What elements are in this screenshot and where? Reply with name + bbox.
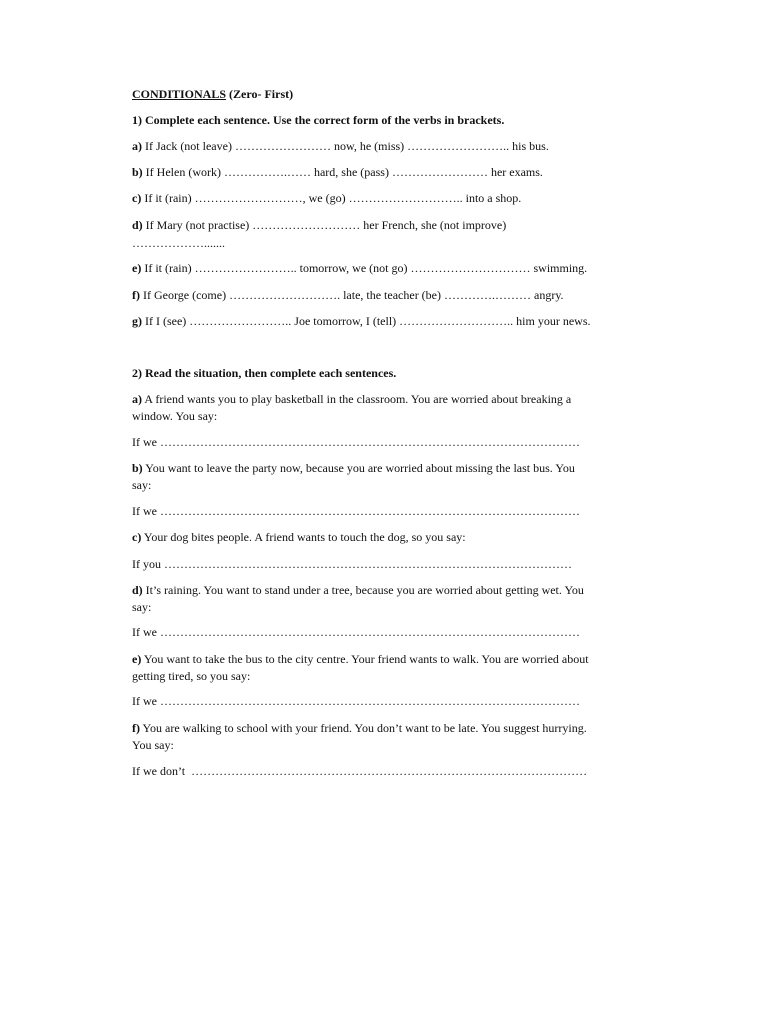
answer-line: If we …………………………………………………………………………………………… [132,694,580,708]
title-paren: (Zero- First) [226,87,294,101]
answer-line: If we …………………………………………………………………………………………… [132,504,580,518]
section2-heading: 2) Read the situation, then complete each sentences. [132,366,397,380]
answer-line: If you ………………………………………………………………………………………… [132,557,572,571]
answer-line: If we …………………………………………………………………………………………… [132,435,580,449]
answer-line: If we don’t ……………………………………………………………………………………… [132,764,588,778]
situation-item: a) A friend wants you to play basketball in the classroom. You are worried about breaking a [132,392,572,406]
exercise-item: d) If Mary (not practise) ……………………… her French, she (not improve) [132,218,507,232]
situation-item: d) It’s raining. You want to stand under a tree, because you are worried about getting wet. You [132,583,584,597]
exercise-item: f) If George (come) ………………………. late, the teacher (be) ………….……… angry. [132,288,564,302]
answer-line: If we …………………………………………………………………………………………… [132,625,580,639]
situation-item: c) Your dog bites people. A friend wants to touch the dog, so you say: [132,530,466,544]
situation-continuation: say: [132,478,152,492]
worksheet-title [132,87,293,101]
situation-item: e) You want to take the bus to the city centre. Your friend wants to walk. You are worried about [132,652,589,666]
situation-item: f) You are walking to school with your friend. You don’t want to be late. You suggest hurrying. [132,721,587,735]
situation-continuation: window. You say: [132,409,218,423]
exercise-item-continuation: ………………....... [132,236,225,250]
exercise-item: e) If it (rain) …………………….. tomorrow, we (not go) ………………………… swimming. [132,261,588,275]
situation-continuation: getting tired, so you say: [132,669,251,683]
exercise-item: c) If it (rain) ………………………, we (go) ……………………….. into a shop. [132,191,522,205]
section1-heading: 1) Complete each sentence. Use the correct form of the verbs in brackets. [132,113,505,127]
exercise-item: a) If Jack (not leave) …………………… now, he (miss) …………………….. his bus. [132,139,549,153]
title-main: CONDITIONALS [132,87,227,101]
exercise-item: g) If I (see) …………………….. Joe tomorrow, I (tell) ……………………….. him your news. [132,314,591,328]
situation-continuation: You say: [132,738,174,752]
situation-continuation: say: [132,600,152,614]
exercise-item: b) If Helen (work) …………….…… hard, she (pass) …………………… her exams. [132,165,543,179]
situation-item: b) You want to leave the party now, because you are worried about missing the last bus. You [132,461,575,475]
